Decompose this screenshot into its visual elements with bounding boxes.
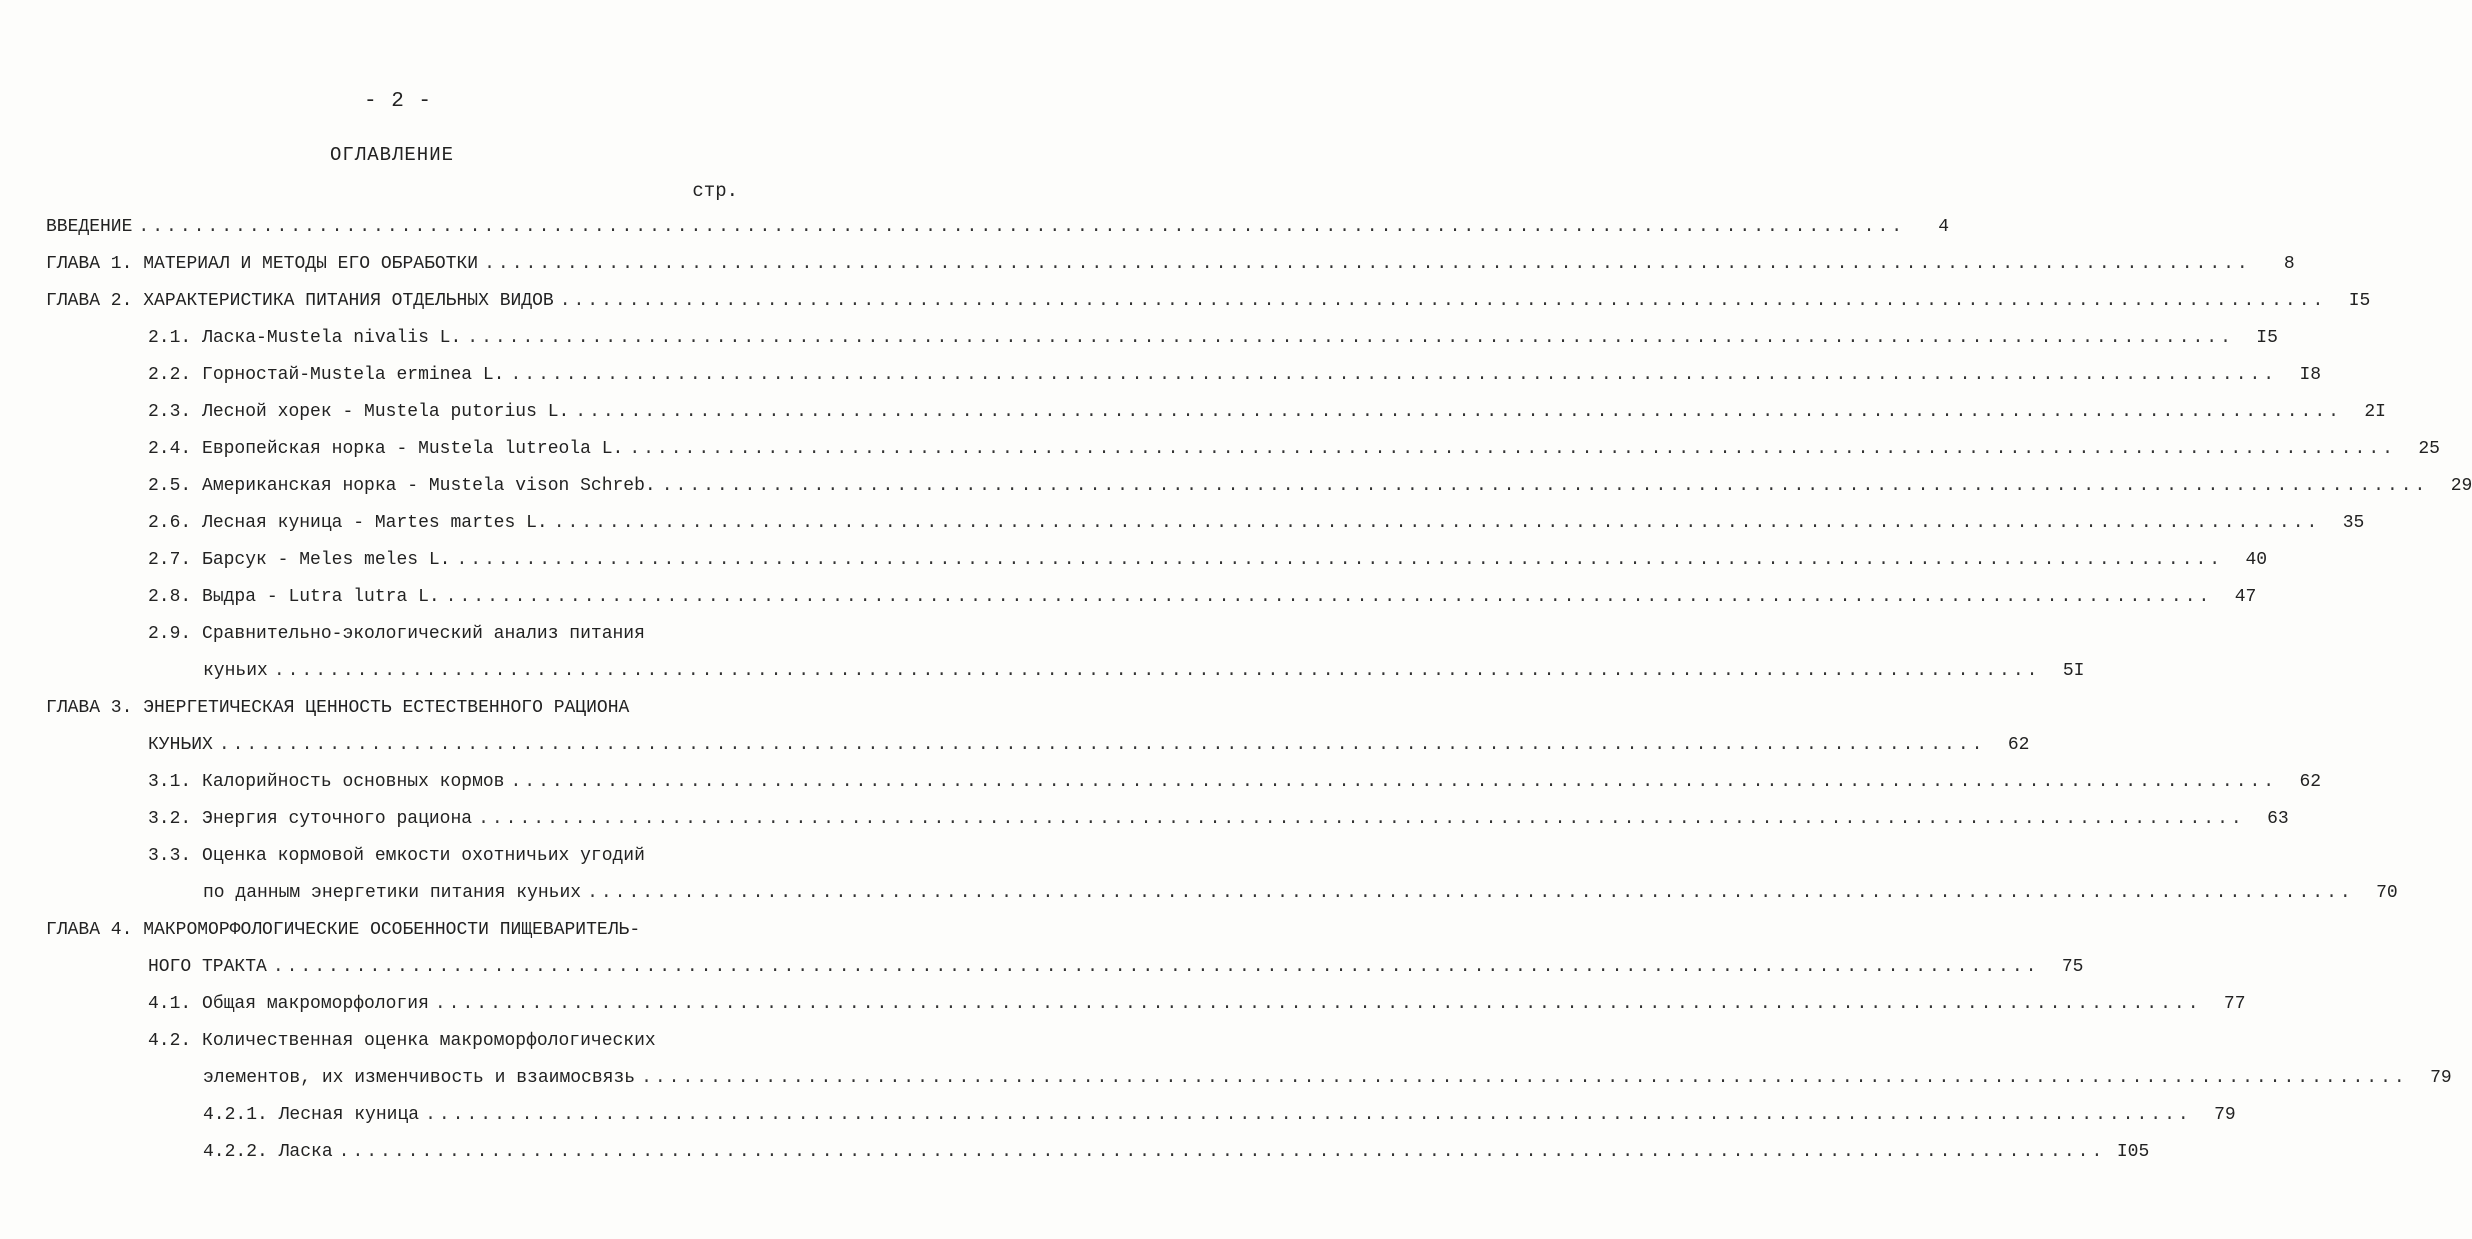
entry-text: по данным энергетики питания куньих	[203, 883, 582, 903]
entry-page: I5	[2348, 291, 2371, 311]
toc-entry-4-2-2	[203, 1139, 2150, 1165]
dot-leader: ................................................................................................................................	[629, 439, 2396, 459]
entry-number: 2.1.	[148, 328, 192, 348]
entry-text: Американская норка - Mustela vison Schreb.	[202, 476, 656, 496]
toc-entry-chapter-3	[46, 695, 734, 721]
toc-entry-4-2-1	[203, 1102, 2236, 1128]
toc-entry-2-3	[148, 399, 2386, 425]
entry-text: Европейская норка - Mustela lutreola L.	[202, 439, 624, 459]
entry-text: КУНЬИХ	[148, 735, 213, 755]
toc-title: ОГЛАВЛЕНИЕ	[329, 144, 455, 166]
entry-page: 63	[2267, 809, 2289, 829]
entry-text: Барсук - Meles meles L.	[202, 550, 451, 570]
entry-text: Лесная куница - Martes martes L.	[202, 513, 548, 533]
entry-text: Горностай-Mustela erminea L.	[202, 365, 505, 385]
entry-number: 2.8.	[148, 587, 192, 607]
entry-text: Оценка кормовой емкости охотничьих угодий	[202, 846, 645, 866]
entry-text: куньих	[203, 661, 268, 681]
dot-leader: ................................................................................................................................	[510, 772, 2278, 792]
toc-entry-2-9-cont	[203, 658, 2085, 684]
entry-text: Сравнительно-экологический анализ питания	[202, 624, 645, 644]
entry-number: 4.2.1.	[203, 1105, 268, 1125]
entry-text: Выдра - Lutra lutra L.	[202, 587, 440, 607]
dot-leader: ................................................................................................................................	[641, 1068, 2408, 1088]
entry-page: 29	[2450, 476, 2472, 496]
dot-leader: ................................................................................................................................	[478, 809, 2245, 829]
toc-entry-2-4	[148, 436, 2440, 462]
entry-number: 3.3.	[148, 846, 192, 866]
toc-entry-chapter-3-cont	[148, 732, 2030, 758]
entry-number: 2.6.	[148, 513, 192, 533]
dot-leader: ................................................................................................................................	[445, 587, 2213, 607]
entry-number: 2.4.	[148, 439, 192, 459]
entry-text: Общая макроморфология	[202, 994, 429, 1014]
entry-page: 62	[2299, 772, 2322, 792]
entry-page: 8	[2283, 254, 2295, 274]
dot-leader: ................................................................................................................................	[467, 328, 2234, 348]
entry-number: 3.2.	[148, 809, 192, 829]
entry-number: ГЛАВА 1.	[46, 254, 133, 274]
dot-leader: ................................................................................................................................	[338, 1142, 2106, 1162]
entry-page: 79	[2430, 1068, 2452, 1088]
dot-leader: ................................................................................................................................	[484, 254, 2251, 274]
dot-leader: ................................................................................................................................	[661, 476, 2429, 496]
toc-entry-chapter-4	[46, 917, 734, 943]
dot-leader: ................................................................................................................................	[575, 402, 2342, 422]
dot-leader: ................................................................................................................................	[425, 1105, 2192, 1125]
entry-text: Лесной хорек - Mustela putorius L.	[202, 402, 570, 422]
entry-page: 2I	[2364, 402, 2386, 422]
dot-leader: ................................................................................................................................	[218, 735, 1986, 755]
page-number: - 2 -	[363, 90, 432, 113]
entry-text: ЭНЕРГЕТИЧЕСКАЯ ЦЕННОСТЬ ЕСТЕСТВЕННОГО РАЦИОНА	[143, 698, 630, 718]
entry-number: 2.7.	[148, 550, 192, 570]
entry-number: 3.1.	[148, 772, 192, 792]
toc-entry-3-3	[148, 843, 734, 869]
entry-page: I8	[2299, 365, 2322, 385]
toc-entry-2-2	[148, 362, 2322, 388]
entry-page: 62	[2007, 735, 2030, 755]
entry-page: 79	[2214, 1105, 2236, 1125]
toc-entry-3-1	[148, 769, 2322, 795]
entry-text: Количественная оценка макроморфологических	[202, 1031, 656, 1051]
toc-entry-2-8	[148, 584, 2257, 610]
entry-text: Ласка-Mustela nivalis L.	[202, 328, 462, 348]
entry-number: 2.9.	[148, 624, 192, 644]
toc-entry-introduction	[46, 214, 1950, 240]
entry-text: Калорийность основных кормов	[202, 772, 505, 792]
toc-entry-3-2	[148, 806, 2289, 832]
entry-page: I5	[2256, 328, 2278, 348]
entry-text: Ласка	[278, 1142, 333, 1162]
entry-number: 4.2.2.	[203, 1142, 268, 1162]
entry-page: 4	[1938, 217, 1950, 237]
entry-text: НОГО ТРАКТА	[148, 957, 267, 977]
toc-entry-chapter-4-cont	[148, 954, 2084, 980]
dot-leader: ................................................................................................................................	[272, 957, 2040, 977]
entry-page: 40	[2245, 550, 2268, 570]
entry-number: 2.3.	[148, 402, 192, 422]
entry-number: 2.2.	[148, 365, 192, 385]
entry-page: I05	[2116, 1142, 2150, 1162]
entry-page: 5I	[2062, 661, 2085, 681]
toc-entry-2-7	[148, 547, 2268, 573]
dot-leader: ................................................................................................................................	[273, 661, 2041, 681]
entry-text: Лесная куница	[278, 1105, 420, 1125]
toc-entry-2-6	[148, 510, 2365, 536]
dot-leader: ................................................................................................................................	[510, 365, 2278, 385]
entry-text: МАТЕРИАЛ И МЕТОДЫ ЕГО ОБРАБОТКИ	[143, 254, 479, 274]
dot-leader: ................................................................................................................................	[138, 217, 1906, 237]
entry-number: 4.2.	[148, 1031, 192, 1051]
entry-number: 4.1.	[148, 994, 192, 1014]
entry-text: элементов, их изменчивость и взаимосвязь	[203, 1068, 636, 1088]
entry-page: 75	[2061, 957, 2084, 977]
page-column-label: стр.	[692, 180, 738, 202]
toc-entry-2-1	[148, 325, 2278, 351]
entry-number: ГЛАВА 2.	[46, 291, 133, 311]
entry-page: 25	[2418, 439, 2440, 459]
entry-number: 2.5.	[148, 476, 192, 496]
entry-number: ГЛАВА 4.	[46, 920, 133, 940]
toc-entry-2-9	[148, 621, 734, 647]
dot-leader: ................................................................................................................................	[553, 513, 2321, 533]
entry-text: Энергия суточного рациона	[202, 809, 473, 829]
entry-text: МАКРОМОРФОЛОГИЧЕСКИЕ ОСОБЕННОСТИ ПИЩЕВАРИТЕЛЬ-	[143, 920, 641, 940]
toc-entry-2-5	[148, 473, 2472, 499]
toc-entry-chapter-1	[46, 251, 2295, 277]
entry-text: ВВЕДЕНИЕ	[46, 217, 133, 237]
dot-leader: ................................................................................................................................	[434, 994, 2202, 1014]
entry-page: 47	[2234, 587, 2257, 607]
dot-leader: ................................................................................................................................	[559, 291, 2327, 311]
entry-page: 35	[2342, 513, 2365, 533]
toc-entry-chapter-2	[46, 288, 2371, 314]
toc-entry-4-2	[148, 1028, 734, 1054]
dot-leader: ................................................................................................................................	[456, 550, 2224, 570]
toc-entry-4-2-cont	[203, 1065, 2452, 1091]
entry-page: 70	[2376, 883, 2398, 903]
entry-number: ГЛАВА 3.	[46, 698, 133, 718]
toc-entry-4-1	[148, 991, 2246, 1017]
toc-entry-3-3-cont	[203, 880, 2398, 906]
entry-text: ХАРАКТЕРИСТИКА ПИТАНИЯ ОТДЕЛЬНЫХ ВИДОВ	[143, 291, 554, 311]
dot-leader: ................................................................................................................................	[587, 883, 2354, 903]
entry-page: 77	[2223, 994, 2246, 1014]
